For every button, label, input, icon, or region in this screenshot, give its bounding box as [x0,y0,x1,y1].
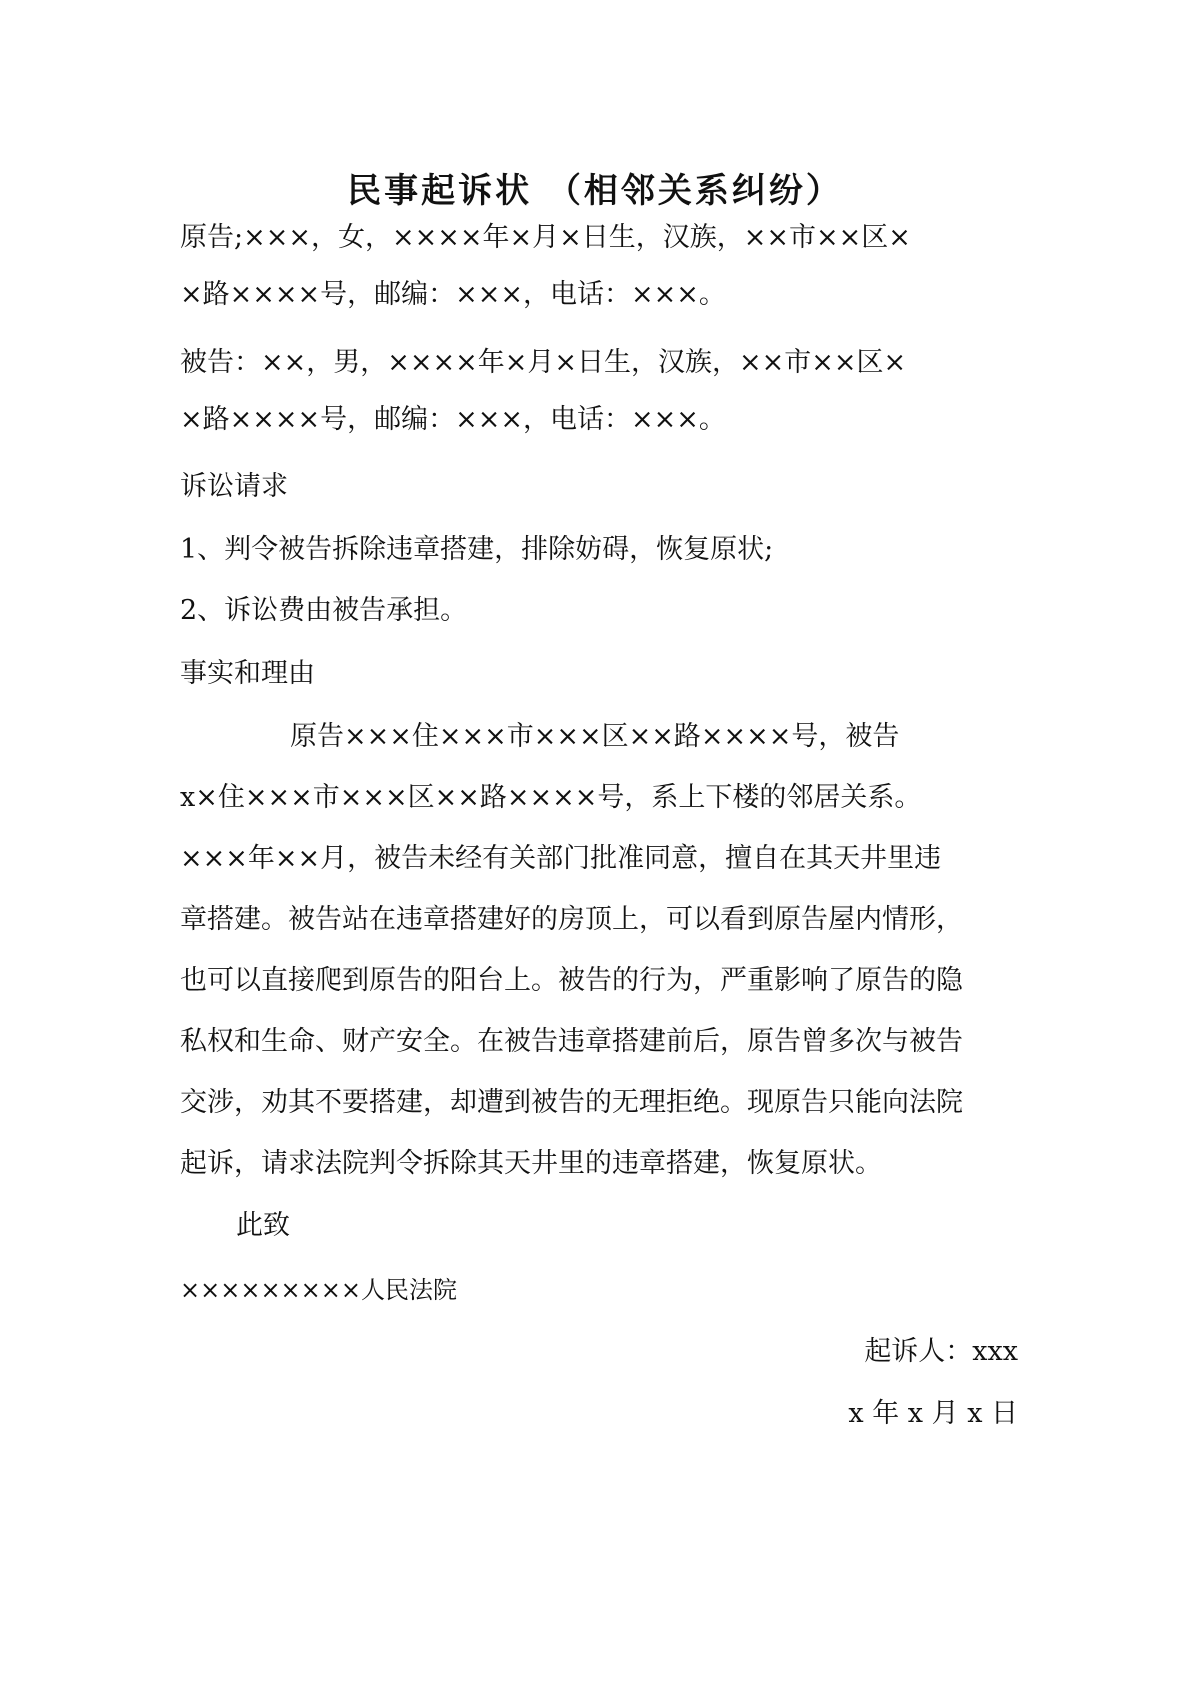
document-title: 民事起诉状 （相邻关系纠纷） [347,171,843,211]
facts-line-7: 交涉，劝其不要搭建，却遭到被告的无理拒绝。现原告只能向法院 [180,1087,963,1118]
facts-heading: 事实和理由 [180,658,315,689]
facts-line-1: 原告×××住×××市×××区××路××××号，被告 [290,721,900,752]
date: x 年 x 月 x 日 [848,1398,1018,1429]
facts-line-5: 也可以直接爬到原告的阳台上。被告的行为，严重影响了原告的隐 [180,965,963,996]
defendant-line-1: 被告：××，男，××××年×月×日生，汉族，××市××区× [180,347,907,378]
signer: 起诉人：xxx [864,1336,1018,1367]
claims-heading: 诉讼请求 [180,471,288,502]
facts-line-6: 私权和生命、财产安全。在被告违章搭建前后，原告曾多次与被告 [180,1026,963,1057]
claim-item-2: 2、诉讼费由被告承担。 [180,595,468,626]
facts-line-2: x×住×××市×××区××路××××号，系上下楼的邻居关系。 [180,782,922,813]
defendant-line-2: ×路××××号，邮编：×××，电话：×××。 [180,404,726,435]
facts-line-8: 起诉，请求法院判令拆除其天井里的违章搭建，恢复原状。 [180,1148,882,1179]
claim-item-1: 1、判令被告拆除违章搭建，排除妨碍，恢复原状; [180,534,774,565]
facts-line-3: ×××年××月，被告未经有关部门批准同意，擅自在其天井里违 [180,843,942,874]
closing-salutation: 此致 [236,1210,290,1241]
facts-line-4: 章搭建。被告站在违章搭建好的房顶上，可以看到原告屋内情形， [180,904,963,935]
court-name: ×××××××××人民法院 [180,1276,457,1304]
plaintiff-line-2: ×路××××号，邮编：×××，电话：×××。 [180,279,726,310]
plaintiff-line-1: 原告;×××，女，××××年×月×日生，汉族，××市××区× [180,222,911,253]
